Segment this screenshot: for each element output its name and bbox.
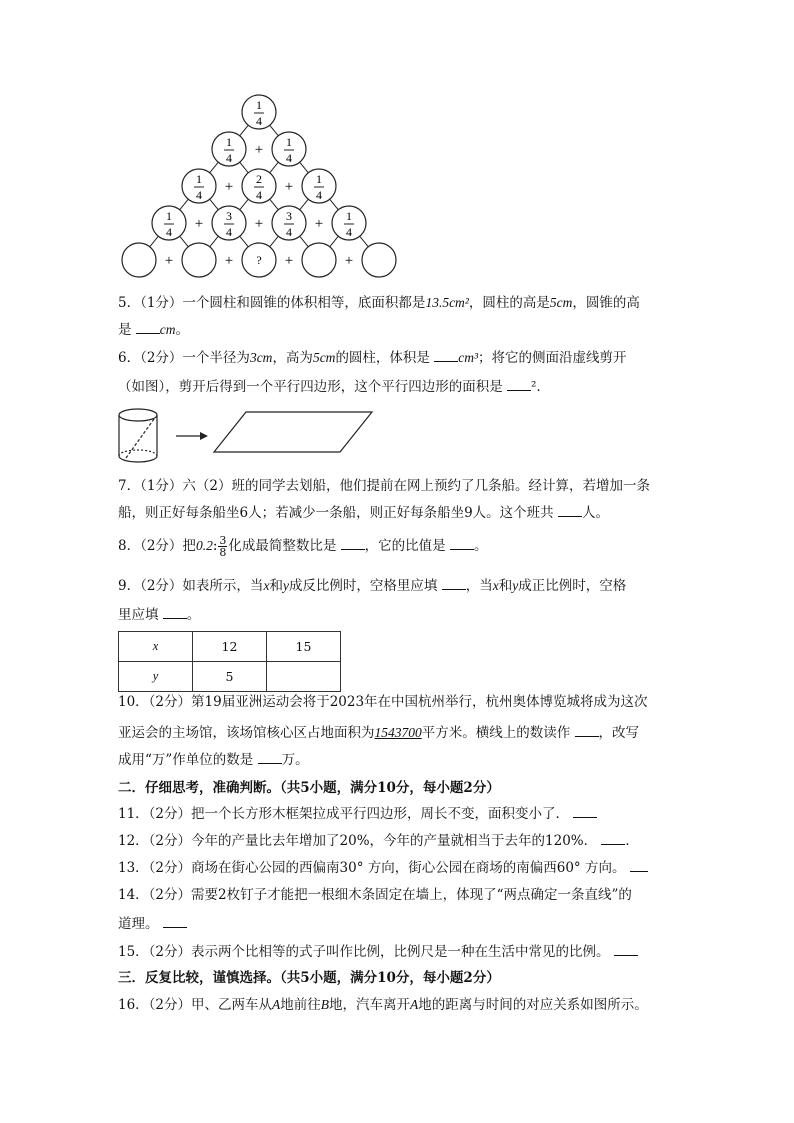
plus-sign: + <box>164 253 174 269</box>
cylinder-shape <box>119 409 157 462</box>
connector-line <box>270 236 279 247</box>
plus-sign: + <box>224 179 234 195</box>
connector-line <box>150 236 159 247</box>
connector-line <box>180 199 189 210</box>
table-row: y 5 <box>119 662 341 692</box>
connector-line <box>300 236 309 247</box>
fraction-numerator: 1 <box>346 209 352 223</box>
fraction-numerator: 1 <box>166 209 172 223</box>
fraction-denominator: 4 <box>286 151 292 165</box>
question-14-line-1: 14．（2分）需要2枚钉子才能把一根细木条固定在墙上，体现了“两点确定一条直线”的 <box>118 887 632 903</box>
fraction-denominator: 4 <box>286 225 292 239</box>
question-9-line-2: 里应填 。 <box>118 607 201 623</box>
question-11: 11．（2分）把一个长方形木框架拉成平行四边形，周长不变，面积变小了． <box>118 804 597 824</box>
answer-blank[interactable] <box>434 348 458 362</box>
plus-sign: + <box>284 253 294 269</box>
connector-line <box>270 162 279 173</box>
answer-blank[interactable] <box>575 723 599 737</box>
fraction-denominator: 4 <box>256 188 262 202</box>
connector-line <box>210 199 219 210</box>
fraction-numerator: 1 <box>196 172 202 186</box>
pyramid-circle <box>362 243 396 277</box>
fraction-denominator: 4 <box>226 225 232 239</box>
connector-line <box>210 162 219 173</box>
fraction-denominator: 4 <box>316 188 322 202</box>
question-8-line-1: 8．（2分）把0.2: $\frac{3}{8}$ 化成最简整数比是 ，它的比值是 。 <box>118 534 488 559</box>
arrow-right-icon <box>176 432 208 440</box>
connector-line <box>240 162 249 173</box>
question-6-line-2: （如图），剪开后得到一个平行四边形，这个平行四边形的面积是 ²． <box>118 379 550 395</box>
question-6-line-1: 6．（2分）一个半径为3cm，高为5cm的圆柱，体积是 cm³；将它的侧面沿虚线剪开 <box>118 350 627 366</box>
answer-blank[interactable] <box>341 536 365 550</box>
unknown-value: ? <box>256 253 262 267</box>
plus-sign: + <box>254 216 264 232</box>
xy-value-table <box>118 631 341 692</box>
answer-blank[interactable] <box>573 804 597 818</box>
pyramid-circle <box>122 243 156 277</box>
question-10-line-2: 亚运会的主场馆，该场馆核心区占地面积为1543700平方米。横线上的数读作 ，改写 <box>118 725 640 741</box>
fraction-numerator: 2 <box>256 172 262 186</box>
connector-line <box>330 199 339 210</box>
fraction-numerator: 1 <box>256 98 262 112</box>
parallelogram-shape <box>214 412 372 452</box>
question-7-line-1: 7．（1分）六（2）班的同学去划船，他们提前在网上预约了几条船。经计算，若增加一条 <box>118 478 651 494</box>
connector-line <box>210 236 219 247</box>
cylinder-unfold-figure <box>118 406 378 468</box>
connector-line <box>300 162 309 173</box>
fraction-numerator: 3 <box>226 209 232 223</box>
fraction-denominator: 4 <box>166 225 172 239</box>
plus-sign: + <box>254 142 264 158</box>
question-10-line-1: 10．（2分）第19届亚洲运动会将于2023年在中国杭州举行，杭州奥体博览城将成为这次 <box>118 694 648 710</box>
question-16-line-1: 16．（2分）甲、乙两车从A地前往B地，汽车离开A地的距离与时间的对应关系如图所示。 <box>118 997 648 1013</box>
question-12: 12．（2分）今年的产量比去年增加了20%，今年的产量就相当于去年的120%． ． <box>118 833 639 849</box>
answer-blank[interactable] <box>163 914 187 928</box>
fraction-numerator: 1 <box>316 172 322 186</box>
fraction-numerator: 3 <box>286 209 292 223</box>
plus-sign: + <box>194 216 204 232</box>
connector-line <box>180 236 189 247</box>
question-10-line-3: 成用“万”作单位的数是 万。 <box>118 752 309 768</box>
answer-blank[interactable] <box>601 831 625 845</box>
connector-line <box>330 236 339 247</box>
pyramid-circle <box>302 243 336 277</box>
answer-blank[interactable] <box>258 750 282 764</box>
plus-sign: + <box>224 253 234 269</box>
connector-line <box>240 199 249 210</box>
fraction-numerator: 1 <box>226 135 232 149</box>
answer-blank[interactable] <box>630 858 648 872</box>
connector-line <box>270 199 279 210</box>
answer-blank[interactable] <box>558 503 582 517</box>
connector-line <box>240 125 249 136</box>
answer-blank[interactable] <box>136 320 160 334</box>
question-7-line-2: 船，则正好每条船坐6人；若减少一条船，则正好每条船坐9人。这个班共 人。 <box>118 505 609 521</box>
answer-blank[interactable] <box>614 942 638 956</box>
fraction-denominator: 4 <box>346 225 352 239</box>
plus-sign: + <box>314 216 324 232</box>
question-5-line-2: 是 cm。 <box>118 322 190 338</box>
fraction-denominator: 4 <box>256 114 262 128</box>
question-9-line-1: 9．（2分）如表所示，当x和y成反比例时，空格里应填 ，当x和y成正比例时，空格 <box>118 578 627 594</box>
plus-sign: + <box>284 179 294 195</box>
answer-blank[interactable] <box>442 576 466 590</box>
question-15: 15．（2分）表示两个比相等的式子叫作比例，比例尺是一种在生活中常见的比例。 <box>118 942 638 962</box>
connector-line <box>300 199 309 210</box>
connector-line <box>360 236 369 247</box>
answer-blank[interactable] <box>163 605 187 619</box>
answer-blank[interactable] <box>507 377 531 391</box>
plus-sign: + <box>344 253 354 269</box>
number-pyramid-figure <box>116 92 400 284</box>
fraction-denominator: 4 <box>196 188 202 202</box>
connector-line <box>240 236 249 247</box>
fraction-numerator: 1 <box>286 135 292 149</box>
question-5-line-1: 5．（1分）一个圆柱和圆锥的体积相等，底面积都是13.5cm²，圆柱的高是5cm，圆锥的高 <box>118 295 640 311</box>
answer-blank[interactable] <box>450 536 474 550</box>
section-3-heading: 三．反复比较，谨慎选择。（共5小题，满分10分，每小题2分） <box>118 970 500 986</box>
fraction: $\frac{3}{8}$ <box>219 534 227 559</box>
question-13: 13．（2分）商场在街心公园的西偏南30° 方向，街心公园在商场的南偏西60° 方向。 <box>118 858 648 878</box>
section-2-heading: 二．仔细思考，准确判断。（共5小题，满分10分，每小题2分） <box>118 780 500 796</box>
pyramid-circle <box>182 243 216 277</box>
connector-line <box>270 125 279 136</box>
fraction-denominator: 4 <box>226 151 232 165</box>
table-row: x 12 15 <box>119 632 341 662</box>
question-14-line-2: 道理。 <box>118 914 187 934</box>
